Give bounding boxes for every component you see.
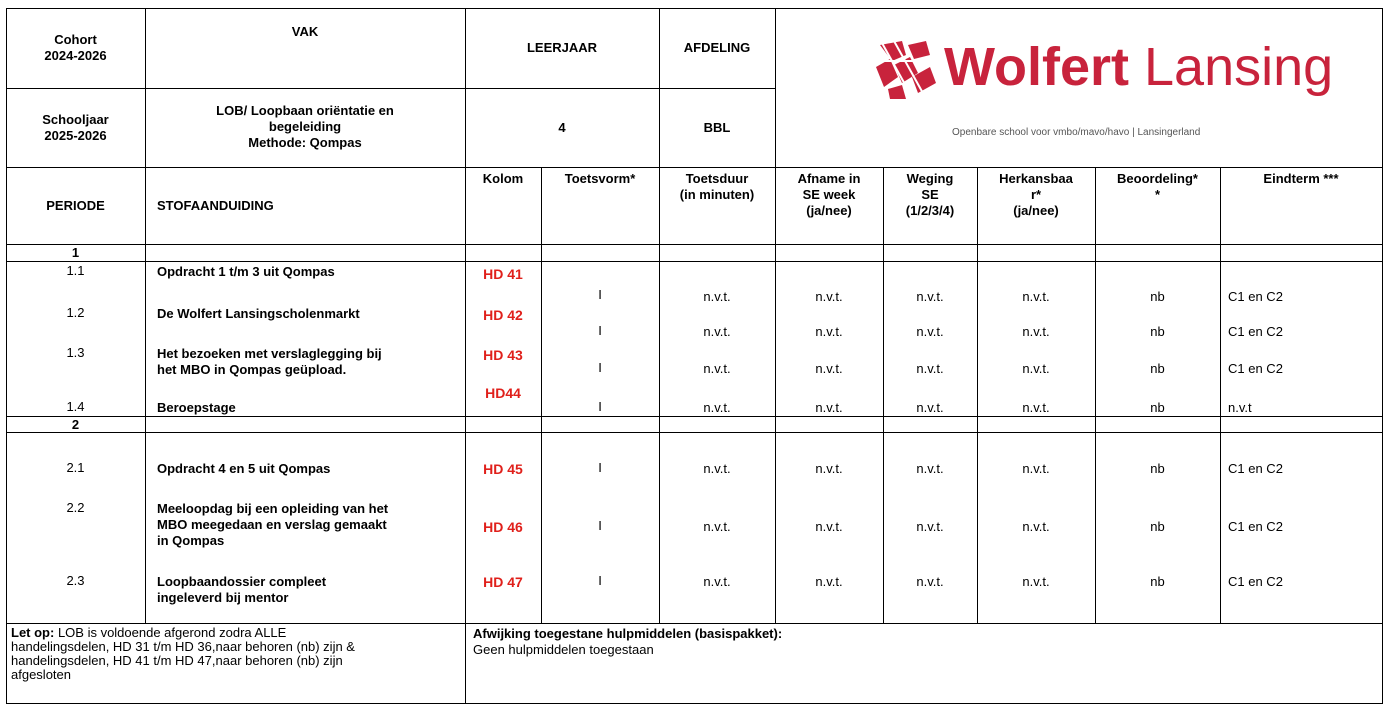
- footer-note-line-4: afgesloten: [11, 667, 71, 682]
- row-2-1-eindterm: C1 en C2: [1228, 461, 1283, 476]
- row-2-2-stof-1: Meeloopdag bij een opleiding van het: [157, 501, 389, 516]
- col-afname: [775, 171, 883, 219]
- leerjaar-label: LEERJAAR: [526, 40, 598, 55]
- row-2-2-eindterm: C1 en C2: [1228, 519, 1283, 534]
- leerjaar-value: 4: [558, 120, 566, 135]
- row-2-3-afname: n.v.t.: [815, 574, 843, 589]
- row-1-1-kolom: HD 41: [483, 266, 523, 282]
- row-1-4-nr: 1.4: [66, 399, 85, 414]
- col-toetsvorm: Toetsvorm*: [564, 171, 636, 186]
- col-weging-3: (1/2/3/4): [905, 203, 955, 218]
- col-herkans-1: Herkansbaa: [999, 171, 1073, 186]
- row-2-2-stof-2: MBO meegedaan en verslag gemaakt: [157, 517, 387, 532]
- vak-line-3: Methode: Qompas: [248, 135, 362, 150]
- row-2-3-stof-1: Loopbaandossier compleet: [157, 574, 327, 589]
- row-1-4-kolom: HD44: [485, 385, 521, 401]
- vak-label: VAK: [291, 24, 319, 39]
- row-2-1-nr: 2.1: [66, 460, 85, 475]
- logo-emblem-icon: [872, 37, 938, 101]
- row-1-4-duur: n.v.t.: [703, 400, 731, 415]
- row-2-1-duur: n.v.t.: [703, 461, 731, 476]
- schooljaar-cell: [6, 108, 145, 148]
- col-herkans-2: r*: [1030, 187, 1042, 202]
- row-1-1-beoordeling: nb: [1150, 289, 1165, 304]
- row-1-2-afname: n.v.t.: [815, 324, 843, 339]
- cohort-label: Cohort: [54, 32, 97, 47]
- afdeling-value: BBL: [703, 120, 731, 135]
- row-1-1-stof: Opdracht 1 t/m 3 uit Qompas: [157, 264, 335, 279]
- row-1-3-herkans: n.v.t.: [1022, 361, 1050, 376]
- col-kolom: Kolom: [482, 171, 524, 186]
- col-eindterm: Eindterm ***: [1263, 171, 1339, 186]
- row-1-1-afname: n.v.t.: [815, 289, 843, 304]
- school-logo: [776, 9, 1382, 167]
- col-weging-2: SE: [921, 187, 939, 202]
- row-2-3-toetsvorm: I: [598, 573, 602, 588]
- col-beoordeling-1: Beoordeling*: [1117, 171, 1198, 186]
- col-beoordeling-2: *: [1154, 187, 1161, 202]
- vak-value-cell: [145, 99, 465, 155]
- footer-note-line-3: handelingsdelen, HD 41 t/m HD 47,naar behoren (nb) zijn: [11, 653, 343, 668]
- col-weging-1: Weging: [906, 171, 954, 186]
- period-1-label: 1: [71, 245, 80, 260]
- row-1-3-nr: 1.3: [66, 345, 85, 360]
- schooljaar-value: 2025-2026: [44, 128, 107, 143]
- footer-afwijking: [473, 626, 1373, 658]
- row-2-3-beoordeling: nb: [1150, 574, 1165, 589]
- row-1-4-afname: n.v.t.: [815, 400, 843, 415]
- row-2-2-stof-3: in Qompas: [157, 533, 225, 548]
- row-1-4-weging: n.v.t.: [916, 400, 944, 415]
- row-2-3-nr: 2.3: [66, 573, 85, 588]
- row-1-1-toetsvorm: I: [598, 287, 602, 302]
- col-toetsduur: [659, 171, 775, 203]
- vak-line-2: begeleiding: [268, 119, 342, 134]
- footer-note-label: Let op:: [11, 625, 55, 640]
- logo-name-bold: Wolfert: [944, 37, 1129, 97]
- row-1-1-herkans: n.v.t.: [1022, 289, 1050, 304]
- row-2-2-kolom: HD 46: [483, 519, 523, 535]
- row-2-2-beoordeling: nb: [1150, 519, 1165, 534]
- col-stof: STOFAANDUIDING: [157, 198, 274, 213]
- row-2-3-kolom: HD 47: [483, 574, 523, 590]
- col-periode: PERIODE: [46, 198, 105, 213]
- row-1-2-eindterm: C1 en C2: [1228, 324, 1283, 339]
- col-afname-1: Afname in: [797, 171, 861, 186]
- row-1-4-beoordeling: nb: [1150, 400, 1165, 415]
- col-toetsduur-1: Toetsduur: [685, 171, 749, 186]
- row-2-2-toetsvorm: I: [598, 518, 602, 533]
- row-2-2-duur: n.v.t.: [703, 519, 731, 534]
- row-1-2-beoordeling: nb: [1150, 324, 1165, 339]
- row-1-4-stof: Beroepstage: [157, 400, 236, 415]
- row-2-1-beoordeling: nb: [1150, 461, 1165, 476]
- cohort-label-cell: [6, 28, 145, 68]
- col-herkans-3: (ja/nee): [1013, 203, 1059, 218]
- row-1-2-stof: De Wolfert Lansingscholenmarkt: [157, 306, 360, 321]
- row-1-3-kolom: HD 43: [483, 347, 523, 363]
- schooljaar-label: Schooljaar: [42, 112, 109, 127]
- vak-line-1: LOB/ Loopbaan oriëntatie en: [216, 103, 394, 118]
- col-afname-2: SE week: [802, 187, 856, 202]
- row-1-2-nr: 1.2: [66, 305, 85, 320]
- col-weging: [883, 171, 977, 219]
- row-2-1-afname: n.v.t.: [815, 461, 843, 476]
- footer-afwijking-title: Afwijking toegestane hulpmiddelen (basispakket):: [473, 626, 783, 641]
- row-1-2-kolom: HD 42: [483, 307, 523, 323]
- row-1-1-weging: n.v.t.: [916, 289, 944, 304]
- row-1-2-herkans: n.v.t.: [1022, 324, 1050, 339]
- row-1-4-herkans: n.v.t.: [1022, 400, 1050, 415]
- row-1-4-toetsvorm: I: [598, 399, 602, 414]
- row-2-1-toetsvorm: I: [598, 460, 602, 475]
- row-2-1-herkans: n.v.t.: [1022, 461, 1050, 476]
- row-1-4-eindterm: n.v.t: [1228, 400, 1252, 415]
- row-1-3-stof-1: Het bezoeken met verslaglegging bij: [157, 346, 382, 361]
- col-beoordeling: [1095, 171, 1220, 203]
- row-1-3-beoordeling: nb: [1150, 361, 1165, 376]
- row-2-3-duur: n.v.t.: [703, 574, 731, 589]
- row-2-3-stof-2: ingeleverd bij mentor: [157, 590, 289, 605]
- row-2-2-nr: 2.2: [66, 500, 85, 515]
- footer-note: [11, 626, 463, 682]
- row-1-2-toetsvorm: I: [598, 323, 602, 338]
- row-2-2-herkans: n.v.t.: [1022, 519, 1050, 534]
- col-afname-3: (ja/nee): [806, 203, 852, 218]
- row-1-3-toetsvorm: I: [598, 360, 602, 375]
- row-1-3-stof-2: het MBO in Qompas geüpload.: [157, 362, 347, 377]
- row-2-1-stof: Opdracht 4 en 5 uit Qompas: [157, 461, 331, 476]
- row-1-2-duur: n.v.t.: [703, 324, 731, 339]
- row-2-2-afname: n.v.t.: [815, 519, 843, 534]
- cohort-value: 2024-2026: [44, 48, 107, 63]
- row-1-1-duur: n.v.t.: [703, 289, 731, 304]
- footer-afwijking-text: Geen hulpmiddelen toegestaan: [473, 642, 654, 657]
- row-1-3-duur: n.v.t.: [703, 361, 731, 376]
- row-1-2-weging: n.v.t.: [916, 324, 944, 339]
- row-1-3-weging: n.v.t.: [916, 361, 944, 376]
- col-toetsduur-2: (in minuten): [679, 187, 755, 202]
- row-2-2-weging: n.v.t.: [916, 519, 944, 534]
- period-2-label: 2: [71, 416, 80, 432]
- logo-name-light: Lansing: [1144, 37, 1334, 97]
- col-herkansbaar: [977, 171, 1095, 219]
- logo-tagline: Openbare school voor vmbo/mavo/havo | Lansingerland: [952, 127, 1201, 138]
- row-1-1-eindterm: C1 en C2: [1228, 289, 1283, 304]
- row-1-3-eindterm: C1 en C2: [1228, 361, 1283, 376]
- row-2-1-kolom: HD 45: [483, 461, 523, 477]
- row-1-3-afname: n.v.t.: [815, 361, 843, 376]
- row-2-3-herkans: n.v.t.: [1022, 574, 1050, 589]
- row-2-3-weging: n.v.t.: [916, 574, 944, 589]
- footer-note-line-1: LOB is voldoende afgerond zodra ALLE: [54, 625, 287, 640]
- row-2-3-eindterm: C1 en C2: [1228, 574, 1283, 589]
- row-1-1-nr: 1.1: [66, 263, 85, 278]
- footer-note-line-2: handelingsdelen, HD 31 t/m HD 36,naar behoren (nb) zijn &: [11, 639, 355, 654]
- afdeling-label: AFDELING: [683, 40, 751, 55]
- row-2-1-weging: n.v.t.: [916, 461, 944, 476]
